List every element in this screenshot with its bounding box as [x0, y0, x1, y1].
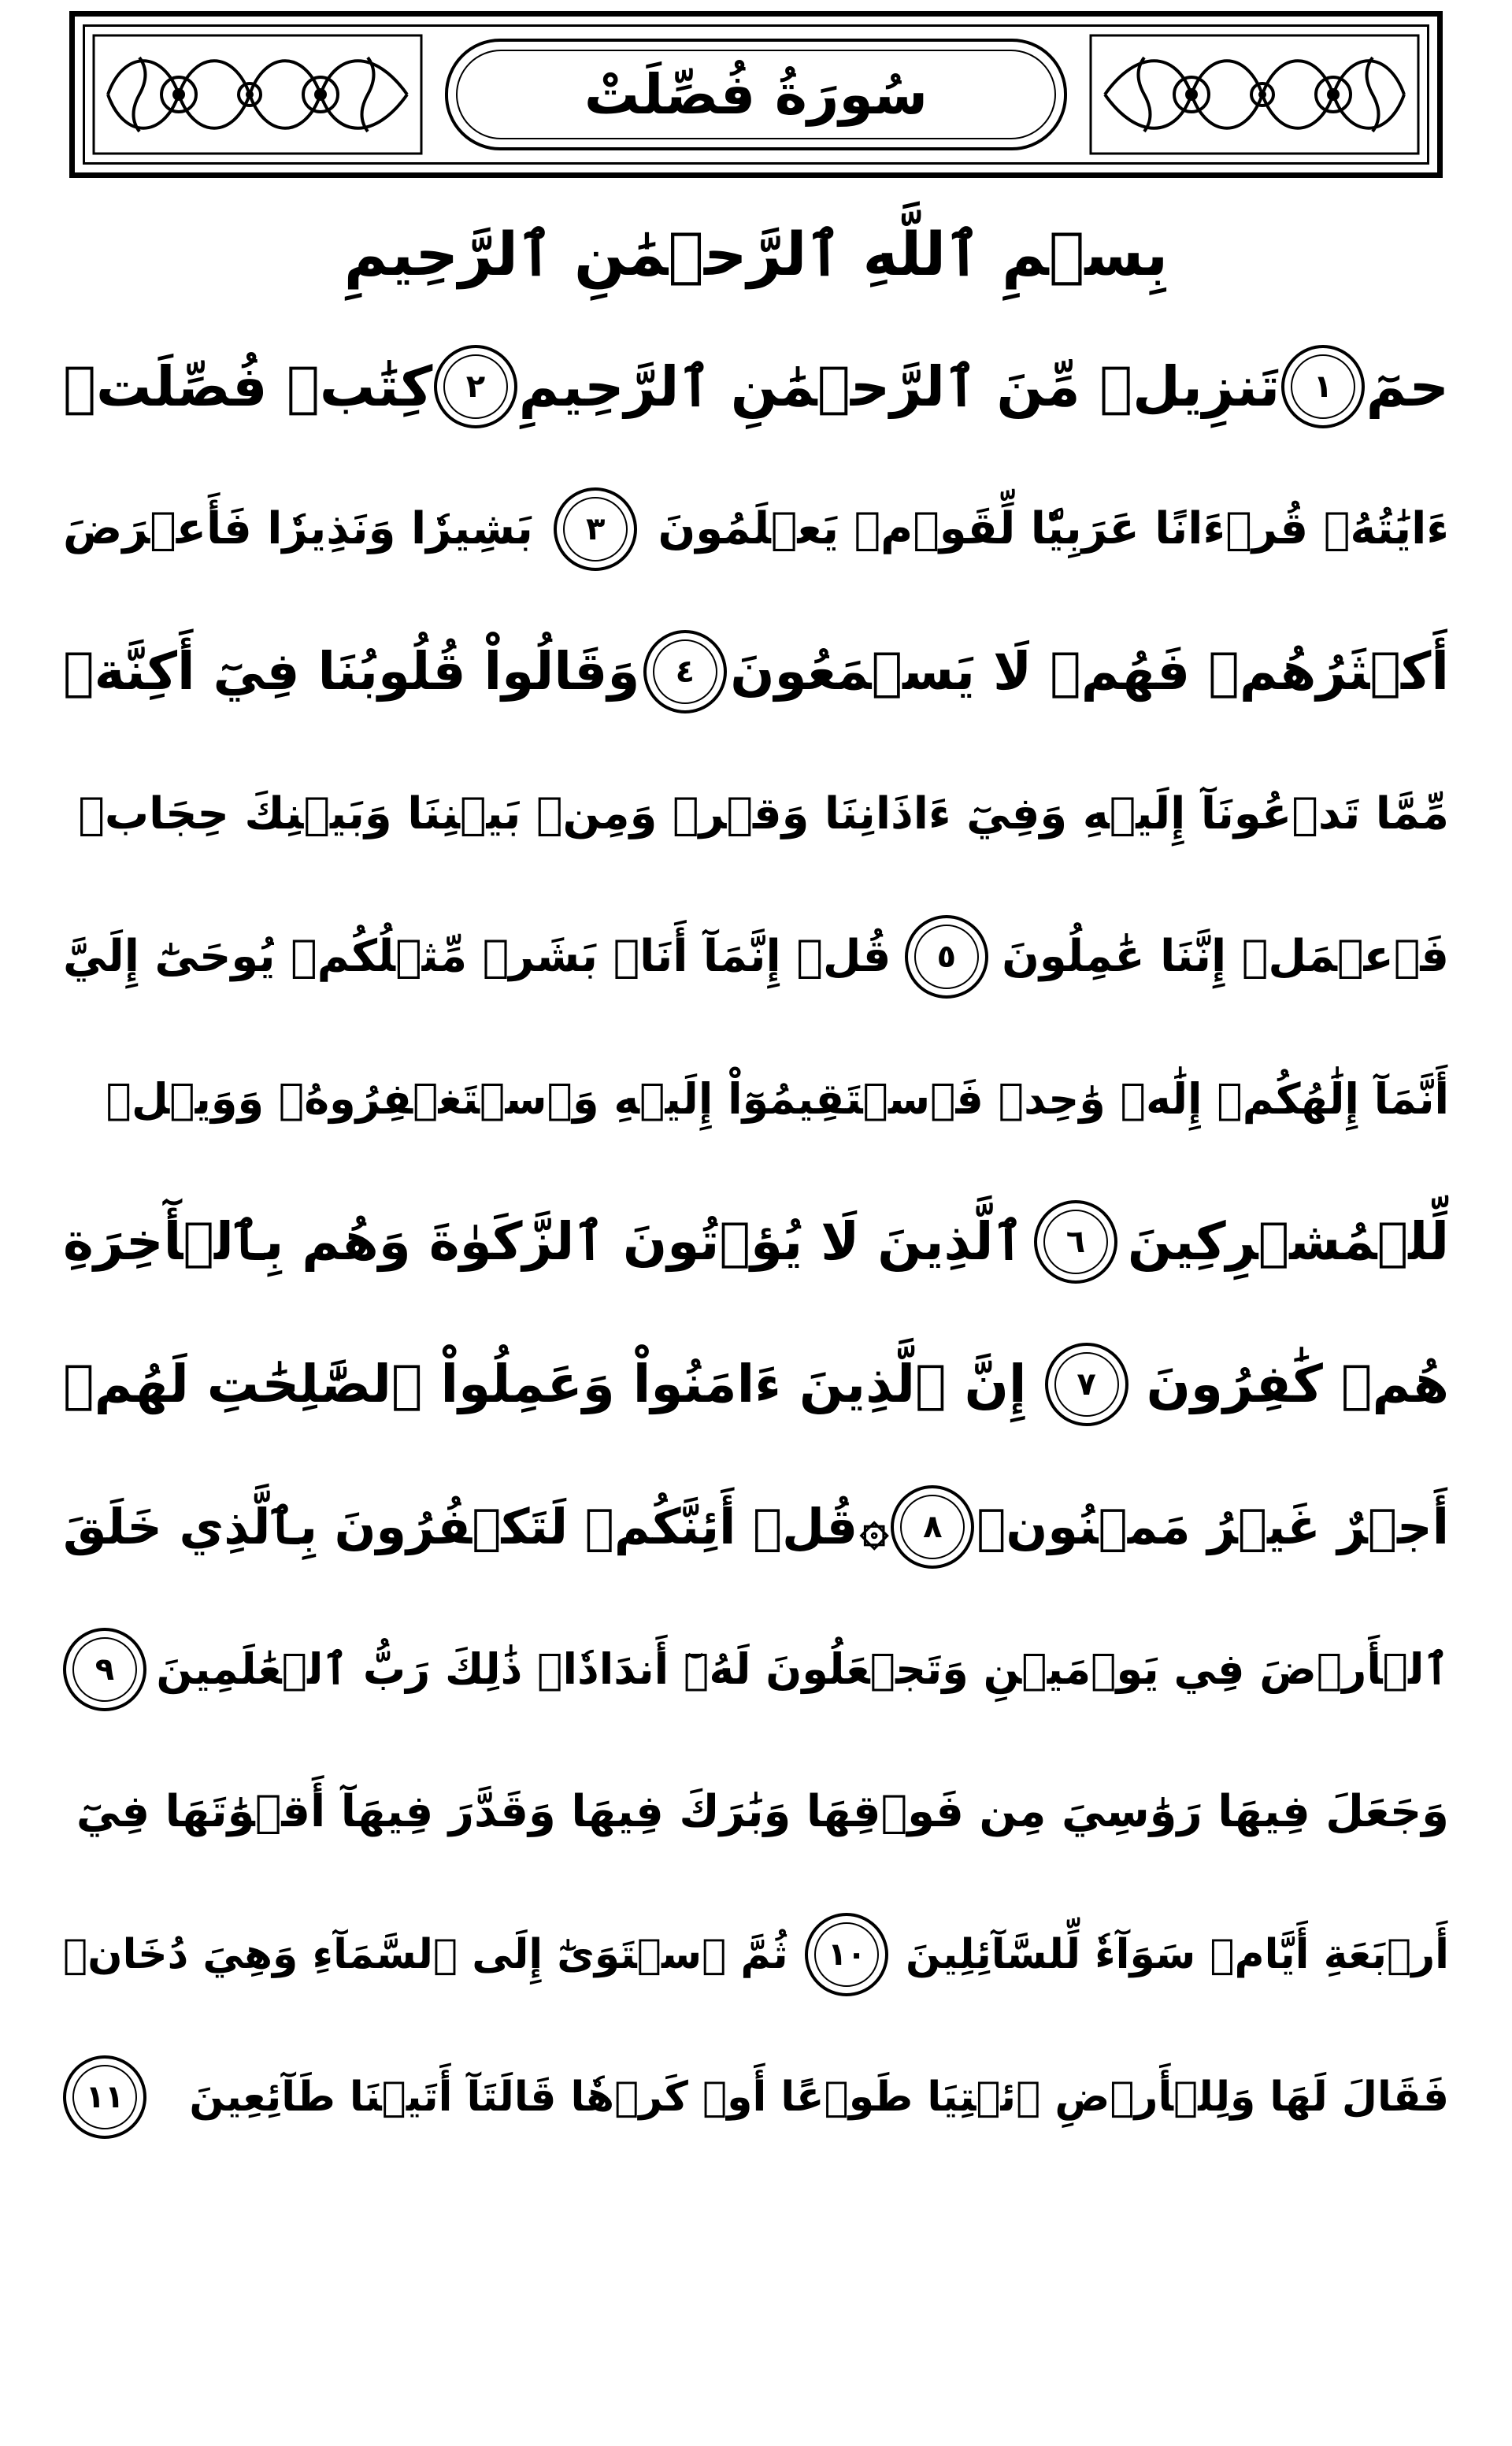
text-line: [63, 458, 1449, 600]
ayah-number-marker: [434, 345, 517, 428]
ayah-number-marker: [63, 1628, 146, 1711]
text-segment: أَكۡثَرُهُمۡ فَهُمۡ لَا يَسۡمَعُونَ: [730, 641, 1449, 702]
text-segment: فَٱعۡمَلۡ إِنَّنَا عَٰمِلُونَ: [1002, 931, 1449, 982]
text-segment: بَشِيرٗا وَنَذِيرٗا فَأَعۡرَضَ: [63, 503, 533, 554]
basmala: بِسۡمِ ٱللَّهِ ٱلرَّحۡمَٰنِ ٱلرَّحِيمِ: [343, 219, 1169, 289]
ayah-number-marker: [905, 915, 988, 999]
text-segment: أَنَّمَآ إِلَٰهُكُمۡ إِلَٰهٞ وَٰحِدٞ فَٱسۡتَقِيمُوٓاْ إِلَيۡهِ وَٱسۡتَغۡفِرُوهُۗ وَوَيۡلٞ: [106, 1074, 1449, 1124]
text-segment: حمٓ: [1366, 354, 1449, 419]
ayah-number-marker: [554, 487, 637, 571]
ayah-number-marker: [1045, 1343, 1128, 1426]
text-segment: كِتَٰبٞ فُصِّلَتۡ: [63, 354, 433, 419]
text-line: [63, 1313, 1449, 1455]
text-segment: أَجۡرٌ غَيۡرُ مَمۡنُونٖ: [976, 1498, 1449, 1555]
ayah-number: ١: [1313, 368, 1333, 405]
ayah-number: ٥: [936, 938, 956, 975]
text-segment: وَقَالُواْ قُلُوبُنَا فِيٓ أَكِنَّةٖ: [63, 641, 640, 702]
text-segment: ثُمَّ ٱسۡتَوَىٰٓ إِلَى ٱلسَّمَآءِ وَهِيَ دُخَانٞ: [63, 1930, 788, 1978]
ayah-number-marker: [891, 1485, 974, 1569]
surah-title-cartouche: [445, 39, 1067, 150]
ayah-number: ٣: [585, 510, 606, 547]
ayah-number-marker: [1281, 345, 1365, 428]
text-segment: ٱلَّذِينَ لَا يُؤۡتُونَ ٱلزَّكَوٰةَ وَهُم بِٱلۡأٓخِرَةِ: [63, 1211, 1025, 1272]
text-segment: ءَايَٰتُهُۥ قُرۡءَانًا عَرَبِيّٗا لِّقَوۡمٖ يَعۡلَمُونَ: [658, 503, 1449, 554]
ayah-number: ٢: [465, 368, 486, 405]
surah-header-frame: [69, 11, 1443, 178]
page-body: [63, 315, 1449, 2168]
text-segment: قُلۡ أَئِنَّكُمۡ لَتَكۡفُرُونَ بِٱلَّذِي خَلَقَ: [63, 1498, 858, 1555]
text-line: [63, 600, 1449, 743]
ayah-number: ٩: [94, 1651, 115, 1688]
text-segment: وَجَعَلَ فِيهَا رَوَٰسِيَ مِن فَوۡقِهَا وَبَٰرَكَ فِيهَا وَقَدَّرَ فِيهَآ أَقۡوَٰتَهَا فِيٓ: [76, 1786, 1449, 1837]
text-segment: هُمۡ كَٰفِرُونَ: [1146, 1354, 1449, 1414]
text-segment: تَنزِيلٞ مِّنَ ٱلرَّحۡمَٰنِ ٱلرَّحِيمِ: [518, 354, 1280, 419]
header-ornament-right-icon: [1089, 34, 1420, 155]
text-segment: ٱلۡأَرۡضَ فِي يَوۡمَيۡنِ وَتَجۡعَلُونَ لَهُۥٓ أَندَادٗاۚ ذَٰلِكَ رَبُّ ٱلۡعَٰلَمِينَ: [156, 1644, 1449, 1694]
ayah-number-marker: [805, 1913, 888, 1996]
text-segment: قُلۡ إِنَّمَآ أَنَا۠ بَشَرٞ مِّثۡلُكُمۡ يُوحَىٰٓ إِلَيَّ: [63, 931, 891, 982]
text-line: [63, 1028, 1449, 1170]
surah-title: سُورَةُ فُصِّلَتْ: [584, 62, 928, 127]
text-line: [63, 1170, 1449, 1313]
hizb-marker-icon: ۞: [860, 1498, 889, 1555]
ayah-number: ٧: [1077, 1366, 1096, 1403]
text-line: [63, 1740, 1449, 1883]
text-segment: إِنَّ ٱلَّذِينَ ءَامَنُواْ وَعَمِلُواْ ٱلصَّٰلِحَٰتِ لَهُمۡ: [63, 1354, 1027, 1414]
ayah-number: ٤: [675, 653, 695, 690]
text-line: [63, 315, 1449, 458]
text-segment: مِّمَّا تَدۡعُونَآ إِلَيۡهِ وَفِيٓ ءَاذَانِنَا وَقۡرٞ وَمِنۢ بَيۡنِنَا وَبَيۡنِكَ حِجَابٞ: [78, 788, 1449, 839]
text-line: [63, 2025, 1449, 2168]
text-line: [63, 1598, 1449, 1740]
text-segment: أَرۡبَعَةِ أَيَّامٖ سَوَآءٗ لِّلسَّآئِلِينَ: [906, 1930, 1449, 1978]
text-line: [63, 1883, 1449, 2025]
ayah-number-marker: [643, 630, 727, 713]
header-ornament-left-icon: [92, 34, 423, 155]
ayah-number-marker: [1034, 1200, 1117, 1284]
text-segment: فَقَالَ لَهَا وَلِلۡأَرۡضِ ٱئۡتِيَا طَوۡعًا أَوۡ كَرۡهٗا قَالَتَآ أَتَيۡنَا طَآئِعِينَ: [189, 2073, 1449, 2121]
text-segment: لِّلۡمُشۡرِكِينَ: [1127, 1211, 1449, 1272]
text-line: [63, 885, 1449, 1028]
ayah-number: ١١: [85, 2078, 124, 2115]
ayah-number: ١٠: [827, 1936, 866, 1973]
text-line: [63, 743, 1449, 885]
text-line: [63, 1455, 1449, 1598]
ayah-number: ٦: [1065, 1223, 1086, 1260]
ayah-number: ٨: [923, 1508, 943, 1545]
ayah-number-marker: [63, 2055, 146, 2139]
